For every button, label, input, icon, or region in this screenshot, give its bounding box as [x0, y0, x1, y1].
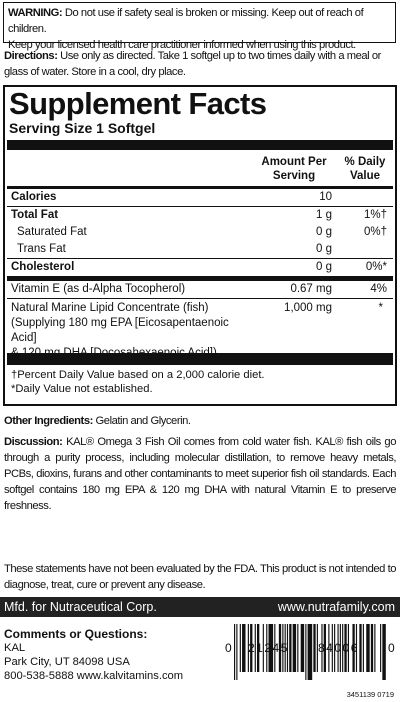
- contact-phone-web: 800-538-5888 www.kalvitamins.com: [4, 670, 184, 682]
- row-amount: 0 g: [316, 243, 332, 255]
- row-name: Trans Fat: [17, 243, 66, 255]
- other-ingredients: [4, 413, 191, 429]
- barcode-bar: [371, 624, 373, 672]
- other-label: Other Ingredients:: [4, 415, 93, 427]
- directions-text: Use only as directed. Take 1 softgel up to two times daily with a meal or glass of water. Store in a cool, dry place.: [4, 50, 381, 78]
- warning-line-2: Keep your licensed health care practitioner informed when using this product.: [8, 39, 356, 51]
- row-dv: 4%: [370, 283, 387, 295]
- barcode-bar: [301, 624, 304, 672]
- barcode-bar: [297, 624, 298, 672]
- barcode-bar: [293, 624, 296, 672]
- row-name: Cholesterol: [11, 261, 75, 273]
- upc-barcode: [222, 624, 397, 689]
- facts-header-row: [9, 150, 391, 186]
- row-amount: 1 g: [316, 209, 332, 221]
- barcode-bar: [289, 624, 291, 672]
- barcode-digit-last: 0: [388, 641, 397, 655]
- barcode-bar: [359, 624, 361, 672]
- marine-name-block: [11, 301, 251, 361]
- marine-dv: *: [378, 302, 383, 314]
- barcode-bar: [308, 624, 313, 680]
- facts-footnotes: [9, 365, 391, 396]
- marine-sub-1: (Supplying 180 mg EPA [Eicosapentaenoic Acid]: [11, 317, 229, 344]
- serving-size: Serving Size 1 Softgel: [9, 120, 156, 136]
- contact-block: [4, 627, 183, 683]
- barcode-bar: [305, 624, 306, 680]
- facts-row-cholesterol: [9, 259, 391, 276]
- directions-label: Directions:: [4, 50, 58, 62]
- row-amount: 0 g: [316, 261, 332, 273]
- contact-city: Park City, UT 84098 USA: [4, 656, 130, 668]
- facts-row-saturated-fat: [9, 224, 391, 241]
- row-amount: 0.67 mg: [290, 283, 332, 295]
- row-name: Saturated Fat: [17, 226, 87, 238]
- facts-row-total-fat: [9, 207, 391, 224]
- row-dv: 0%*: [365, 261, 387, 273]
- barcode-left-group: 21245: [248, 641, 289, 655]
- barcode-bar: [374, 624, 375, 672]
- lot-code: 3451139 0719: [346, 690, 394, 699]
- row-name: Calories: [11, 191, 57, 203]
- row-dv: 1%†: [363, 209, 387, 221]
- barcode-bar: [366, 624, 369, 672]
- row-name: Total Fat: [11, 209, 59, 221]
- barcode-bar: [234, 624, 235, 680]
- discussion: [4, 434, 396, 514]
- facts-title: Supplement Facts: [9, 86, 267, 121]
- footnote-not-established: *Daily Value not established.: [11, 383, 153, 395]
- barcode-digit-first: 0: [225, 641, 234, 655]
- warning-label: WARNING:: [8, 7, 63, 19]
- marine-amount: 1,000 mg: [284, 302, 332, 314]
- discussion-text: KAL® Omega 3 Fish Oil comes from cold water fish. KAL® fish oils go through a purity process, including molecular distillation, to remove heavy metals, PCBs, dioxins, furans and other contaminants to meet superior fish oil standards. Each softgel contains 180 mg EPA & 120 mg DHA with natural Vitamin E to preserve freshness.: [4, 436, 396, 512]
- footnote-percent-dv: †Percent Daily Value based on a 2,000 calorie diet.: [11, 369, 265, 381]
- other-text: Gelatin and Glycerin.: [95, 415, 191, 427]
- marine-name: Natural Marine Lipid Concentrate (fish): [11, 302, 209, 314]
- barcode-bar: [380, 624, 381, 672]
- facts-row-marine-lipid: [9, 299, 391, 359]
- manufacturer-bar: [0, 597, 400, 617]
- row-name: Vitamin E (as d-Alpha Tocopherol): [11, 283, 186, 295]
- row-amount: 0 g: [316, 226, 332, 238]
- manufacturer-website: www.nutrafamily.com: [277, 600, 395, 614]
- facts-bar-thick: [7, 140, 393, 150]
- warning-box: [3, 2, 396, 51]
- contact-heading: Comments or Questions:: [4, 627, 148, 641]
- facts-row-vitamin-e: [9, 281, 391, 298]
- manufacturer-name: Mfd. for Nutraceutical Corp.: [4, 600, 157, 614]
- header-daily-value: % Daily Value: [344, 156, 386, 182]
- directions: [4, 48, 396, 80]
- marine-sub-2: & 120 mg DHA [Docosahexaenoic Acid]): [11, 347, 217, 359]
- barcode-bar: [240, 624, 241, 672]
- row-amount: 10: [319, 191, 332, 203]
- barcode-bar: [236, 624, 237, 680]
- contact-brand: KAL: [4, 642, 26, 654]
- header-amount-per-serving: Amount Per Serving: [261, 156, 327, 182]
- supplement-facts-panel: [3, 85, 397, 406]
- barcode-right-group: 84006: [318, 641, 359, 655]
- barcode-bar: [382, 624, 385, 680]
- barcode-bar: [313, 624, 315, 672]
- warning-line-1: [8, 5, 391, 37]
- barcode-bar: [242, 624, 245, 672]
- row-dv: 0%†: [363, 226, 387, 238]
- warning-text-1: Do not use if safety seal is broken or missing. Keep out of reach of children.: [8, 7, 364, 35]
- facts-row-trans-fat: [9, 241, 391, 258]
- facts-row-calories: [9, 189, 391, 206]
- barcode-bar: [363, 624, 364, 672]
- fda-disclaimer: These statements have not been evaluated by the FDA. This product is not intended to diagnose, treat, cure or prevent any disease.: [4, 563, 396, 591]
- discussion-label: Discussion:: [4, 436, 63, 448]
